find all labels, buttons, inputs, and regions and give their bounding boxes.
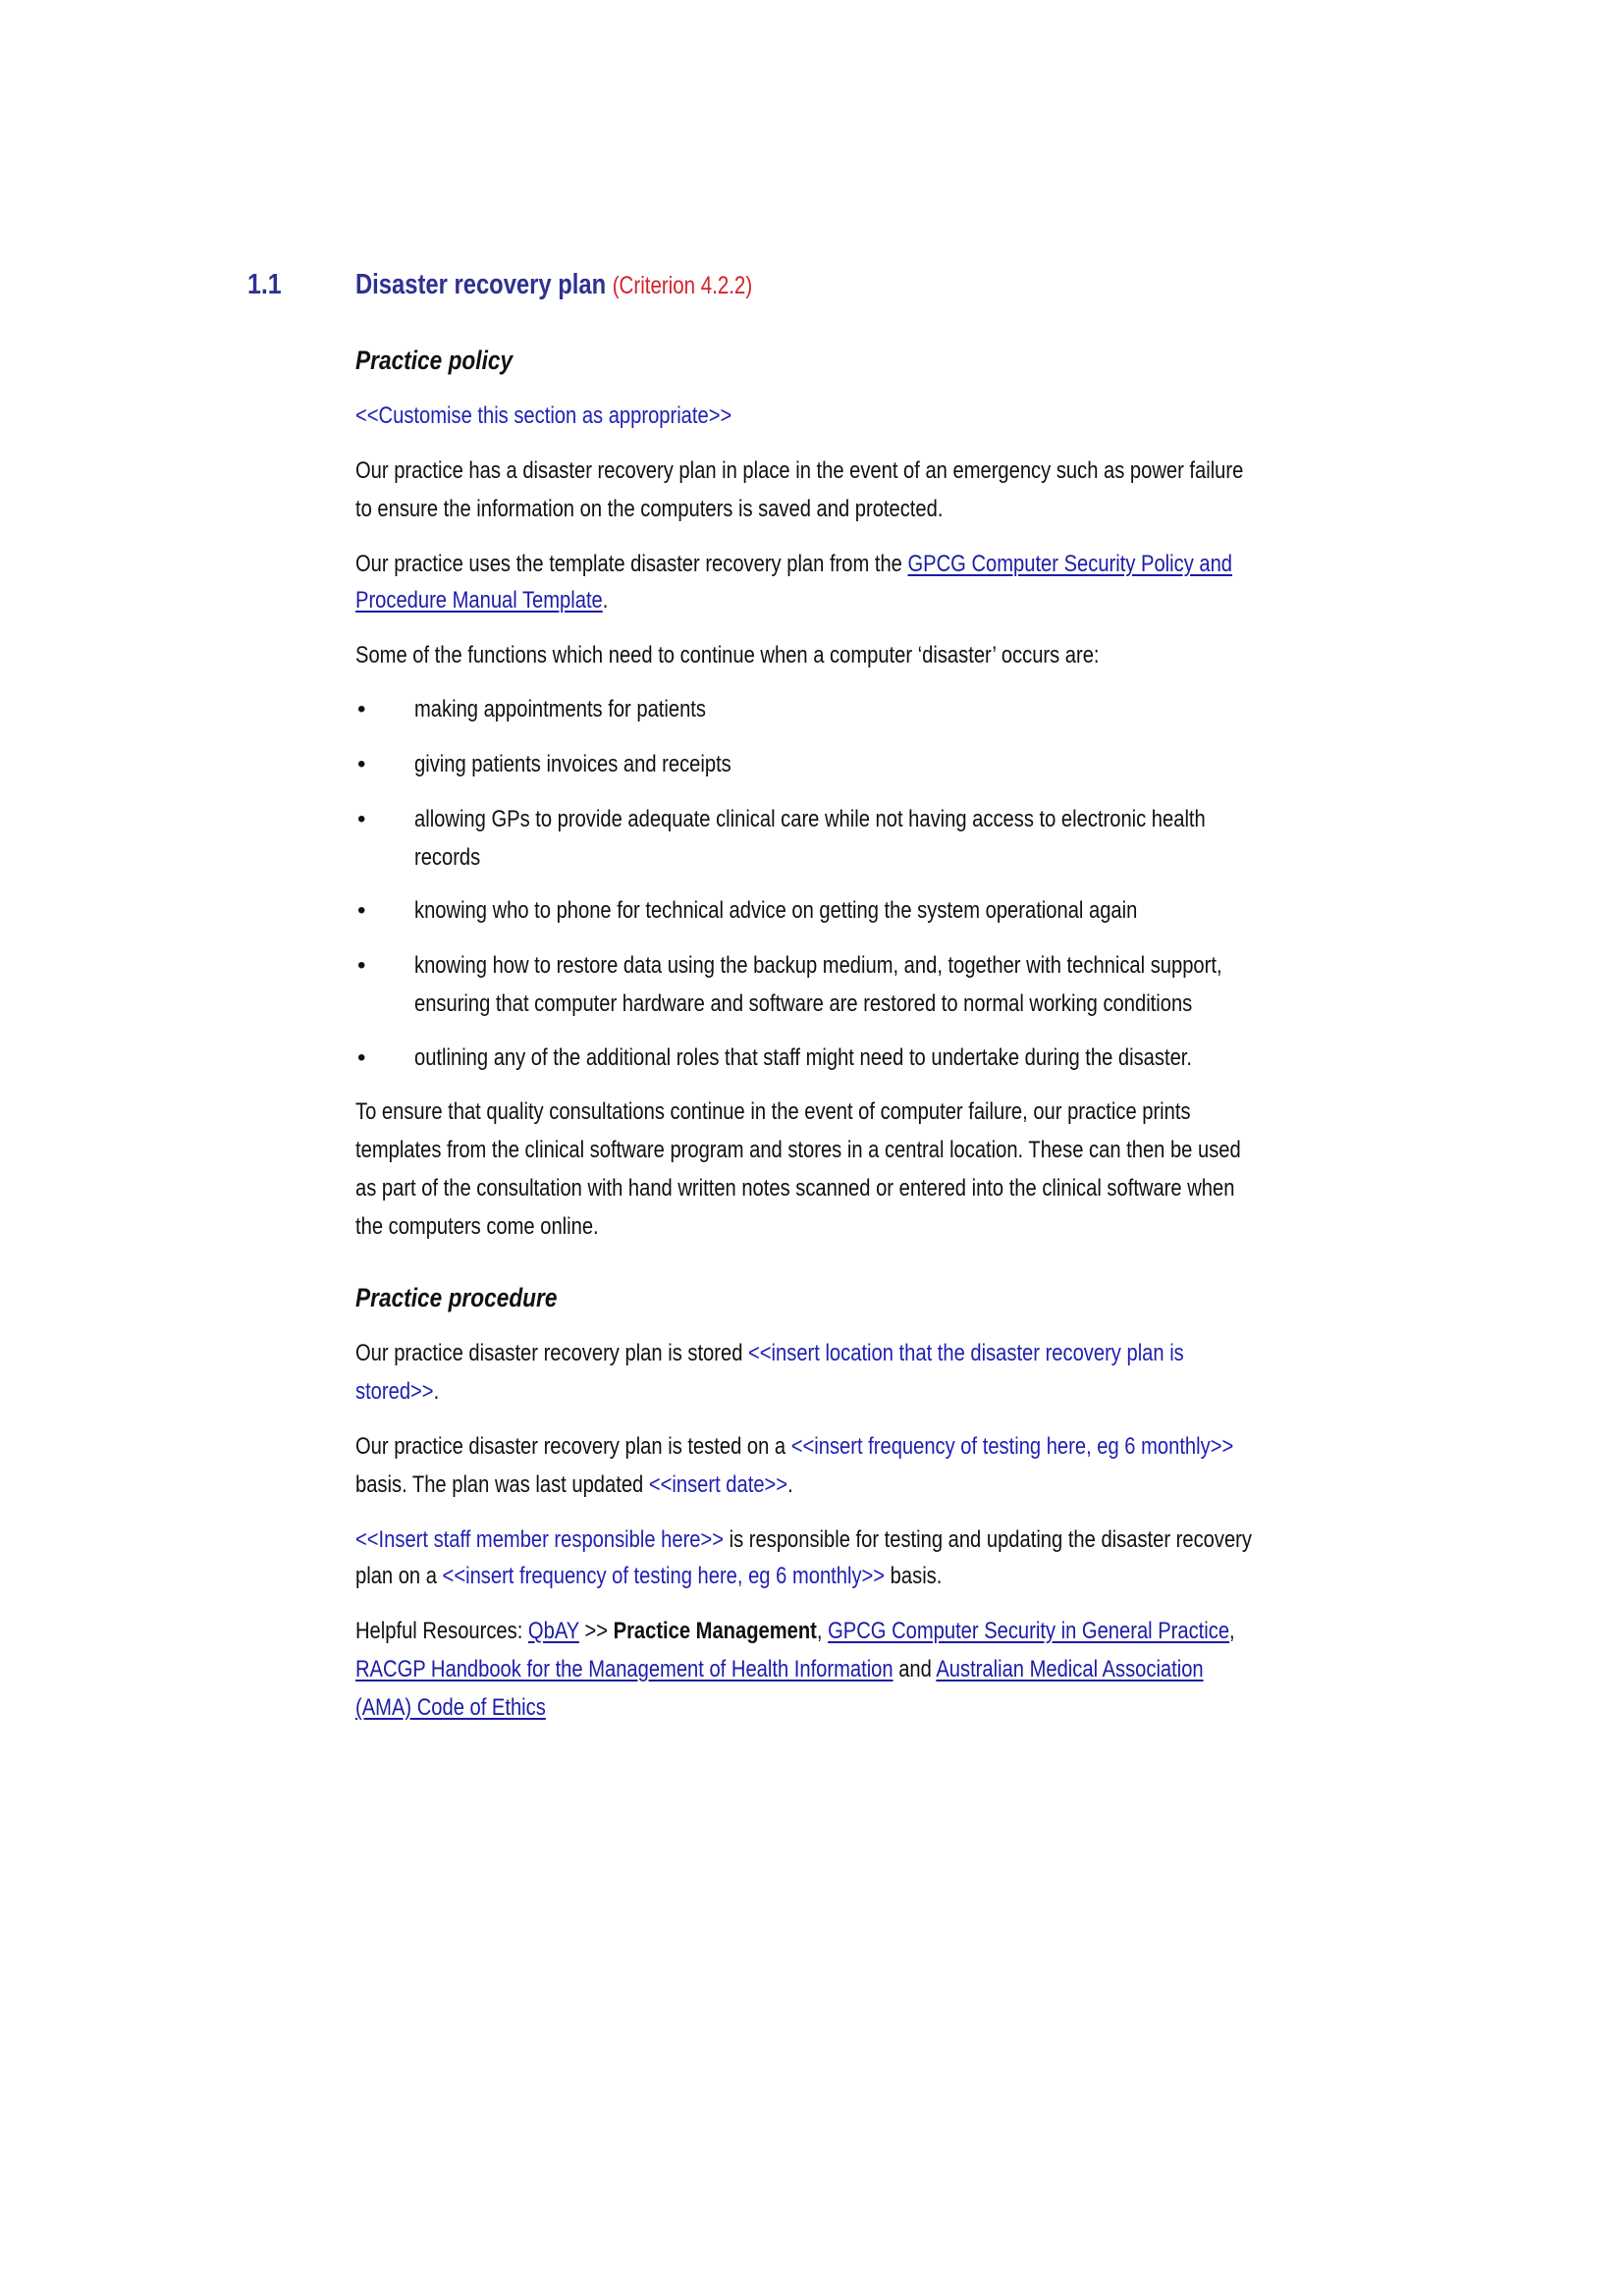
paragraph-text: basis. The plan was last updated (355, 1471, 649, 1498)
qbay-link[interactable]: QbAY (527, 1618, 579, 1644)
customise-placeholder: <<Customise this section as appropriate>> (355, 402, 732, 429)
section-number: 1.1 (247, 269, 282, 300)
bullet-icon: • (357, 751, 366, 777)
procedure-paragraph-1-line-1 (355, 1340, 1184, 1367)
conjunction: and (893, 1656, 937, 1682)
policy-paragraph-1-line-2: to ensure the information on the computers is saved and protected. (355, 496, 944, 522)
procedure-paragraph-2-line-1 (355, 1433, 1233, 1461)
bullet-icon: • (357, 952, 366, 979)
practice-procedure-heading: Practice procedure (355, 1283, 558, 1312)
gpcg-policy-manual-link-continued[interactable]: Procedure Manual Template (355, 587, 603, 614)
bullet-icon: • (357, 1044, 366, 1071)
criterion-reference: (Criterion 4.2.2) (612, 272, 753, 299)
paragraph-text: is responsible for testing and updating the disaster recovery (724, 1526, 1252, 1553)
procedure-paragraph-3-line-2 (355, 1563, 942, 1590)
gpcg-policy-manual-link[interactable]: GPCG Computer Security Policy and (907, 551, 1233, 577)
policy-paragraph-1-line-1: Our practice has a disaster recovery plan in place in the event of an emergency such as power failure (355, 457, 1244, 484)
location-placeholder: <<insert location that the disaster recovery plan is (748, 1340, 1184, 1366)
breadcrumb-separator: >> (578, 1618, 614, 1644)
list-item-text: making appointments for patients (414, 696, 706, 722)
helpful-resources-line-1 (355, 1618, 1235, 1645)
list-item-text: knowing how to restore data using the backup medium, and, together with technical support, (414, 952, 1222, 979)
resources-label: Helpful Resources: (355, 1618, 528, 1644)
section-title-text: Disaster recovery plan (355, 269, 607, 300)
list-item-text: outlining any of the additional roles that staff might need to undertake during the disaster. (414, 1044, 1192, 1071)
paragraph-text: Our practice disaster recovery plan is stored (355, 1340, 749, 1366)
frequency-placeholder: <<insert frequency of testing here, eg 6 monthly>> (790, 1433, 1234, 1460)
helpful-resources-line-3 (355, 1694, 546, 1722)
policy-paragraph-4-line-4: the computers come online. (355, 1213, 599, 1240)
gpcg-computer-security-link[interactable]: GPCG Computer Security in General Practice (828, 1618, 1230, 1644)
procedure-paragraph-3-line-1 (355, 1526, 1252, 1554)
section-title (355, 267, 752, 303)
policy-paragraph-4-line-1: To ensure that quality consultations continue in the event of computer failure, our practice prints (355, 1098, 1191, 1125)
policy-paragraph-4-line-2: templates from the clinical software program and stores in a central location. These can then be used (355, 1137, 1241, 1163)
list-item-text-continued: ensuring that computer hardware and software are restored to normal working conditions (414, 990, 1193, 1017)
paragraph-text: Our practice disaster recovery plan is tested on a (355, 1433, 791, 1460)
paragraph-text: plan on a (355, 1563, 443, 1589)
ama-code-of-ethics-link[interactable]: Australian Medical Association (936, 1656, 1204, 1682)
paragraph-text: Our practice uses the template disaster recovery plan from the (355, 551, 908, 577)
list-item-text: allowing GPs to provide adequate clinical care while not having access to electronic health (414, 806, 1206, 832)
bullet-icon: • (357, 806, 366, 832)
list-item-text: knowing who to phone for technical advice on getting the system operational again (414, 897, 1138, 924)
bullet-icon: • (357, 897, 366, 924)
bullet-icon: • (357, 696, 366, 722)
paragraph-text: . (787, 1471, 793, 1498)
date-placeholder: <<insert date>> (648, 1471, 788, 1498)
separator: , (1229, 1618, 1235, 1644)
procedure-paragraph-1-line-2 (355, 1378, 439, 1406)
policy-paragraph-2-line-2 (355, 587, 608, 614)
practice-policy-heading: Practice policy (355, 346, 514, 375)
list-item-text-continued: records (414, 844, 481, 871)
paragraph-text: . (602, 587, 609, 614)
paragraph-text: basis. (885, 1563, 943, 1589)
ama-code-of-ethics-link-continued[interactable]: (AMA) Code of Ethics (355, 1694, 546, 1721)
policy-paragraph-3: Some of the functions which need to continue when a computer ‘disaster’ occurs are: (355, 642, 1100, 668)
practice-management-label: Practice Management (613, 1618, 817, 1644)
policy-paragraph-2-line-1 (355, 551, 1232, 578)
location-placeholder-continued: stored>> (355, 1378, 434, 1405)
procedure-paragraph-2-line-2 (355, 1471, 793, 1499)
paragraph-text: . (433, 1378, 440, 1405)
racgp-handbook-link[interactable]: RACGP Handbook for the Management of Health Information (355, 1656, 893, 1682)
staff-member-placeholder: <<Insert staff member responsible here>> (355, 1526, 725, 1553)
separator: , (816, 1618, 829, 1644)
list-item-text: giving patients invoices and receipts (414, 751, 731, 777)
frequency-placeholder: <<insert frequency of testing here, eg 6 monthly>> (442, 1563, 886, 1589)
policy-paragraph-4-line-3: as part of the consultation with hand written notes scanned or entered into the clinical software when (355, 1175, 1235, 1201)
helpful-resources-line-2 (355, 1656, 1204, 1683)
